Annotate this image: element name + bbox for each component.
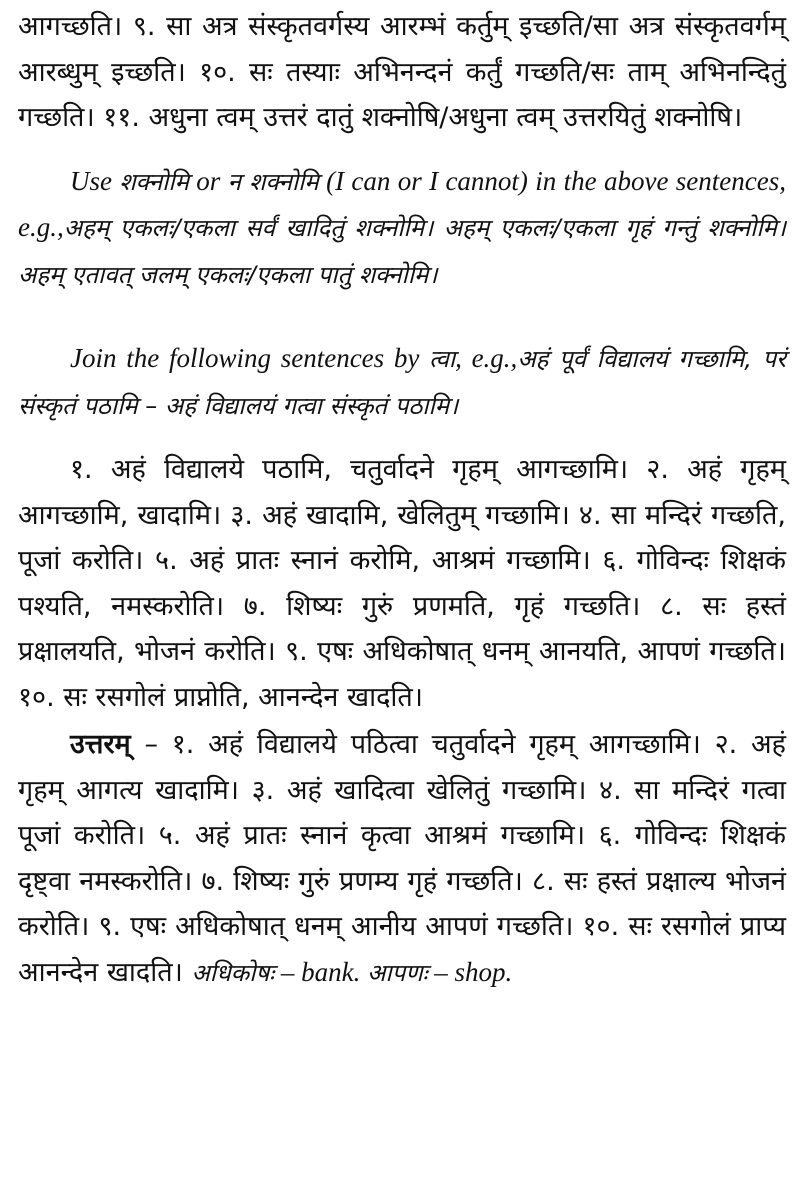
exercise-sentences: १. अहं विद्यालये पठामि, चतुर्वादने गृहम् आगच्छामि। २. अहं गृहम् आगच्छामि, खादामि। ३. अहं खादामि, खेलितुम् गच्छामि। ४. सा मन्दिरं गच्छति, पूजां करोति। ५. अहं प्रातः स्नानं करोमि, आश्रमं गच्छामि। ६. गोविन्दः शिक्षकं पश्यति, नमस्करोति। ७. शिष्यः गुरुं प्रणमति, गृहं गच्छति। ८. सः हस्तं प्रक्षालयति, भोजनं करोति। ९. एषः अधिकोषात् धनम् आनयति, आपणं गच्छति। १०. सः रसगोलं प्राप्नोति, आनन्देन खादति।	[18, 454, 786, 713]
instruction-text-3: (I can or I cannot) in the above sentences, e.g.,	[18, 165, 786, 242]
glossary-note	[191, 957, 512, 987]
answer-text: १. अहं विद्यालये पठित्वा चतुर्वादने गृहम् आगच्छामि। २. अहं गृहम् आगत्य खादामि। ३. अहं खादित्वा खेलितुं गच्छामि। ४. सा मन्दिरं गत्वा पूजां करोति। ५. अहं प्रातः स्नानं कृत्वा आश्रमं गच्छामि। ६. गोविन्दः शिक्षकं दृष्ट्वा नमस्करोति। ७. शिष्यः गुरुं प्रणम्य गृहं गच्छति। ८. सः हस्तं प्रक्षाल्य भोजनं करोति। ९. एषः अधिकोषात् धनम् आनीय आपणं गच्छति। १०. सः रसगोलं प्राप्य आनन्देन खादति।	[18, 729, 786, 988]
instruction-term-can: शक्नोमि	[119, 167, 189, 196]
instruction-text-1: Use	[70, 165, 120, 196]
answer-dash: –	[130, 729, 172, 760]
join-example: अहं पूर्वं विद्यालयं गच्छामि, परं संस्कृतं पठामि – अहं विद्यालयं गत्वा संस्कृतं पठामि।	[18, 345, 786, 420]
join-suffix-tva: त्वा	[429, 345, 456, 373]
join-text-1: Join the following sentences by	[70, 343, 430, 373]
exercise-instruction-can-cannot	[18, 159, 786, 299]
instruction-text-2: or	[188, 165, 228, 196]
answer-label: उत्तरम्	[70, 729, 131, 760]
gloss-term-shop: आपणः	[367, 958, 428, 987]
instruction-term-cannot: न शक्नोमि	[227, 167, 319, 196]
gloss-term-bank: अधिकोषः	[191, 958, 275, 987]
document-page	[18, 4, 786, 996]
exercise-instruction-join	[18, 336, 786, 429]
answer-paragraph	[18, 722, 786, 996]
paragraph-answers-continued: आगच्छति। ९. सा अत्र संस्कृतवर्गस्य आरम्भं कर्तुम् इच्छति/सा अत्र संस्कृतवर्गम् आरब्धुम् इच्छति। १०. सः तस्याः अभिनन्दनं कर्तुं गच्छति/सः ताम् अभिनन्दितुं गच्छति। ११. अधुना त्वम् उत्तरं दातुं शक्नोषि/अधुना त्वम् उत्तरयितुं शक्नोषि।	[18, 11, 786, 133]
instruction-examples: अहम् एकलः/एकला सर्वं खादितुं शक्नोमि। अहम् एकलः/एकला गृहं गन्तुं शक्नोमि। अहम् एतावत् जलम् एकलः/एकला पातुं शक्नोमि।	[18, 214, 786, 289]
join-text-2: , e.g.,	[455, 343, 518, 373]
gloss-meaning-bank: – bank.	[274, 956, 368, 987]
gloss-meaning-shop: – shop.	[427, 956, 513, 987]
